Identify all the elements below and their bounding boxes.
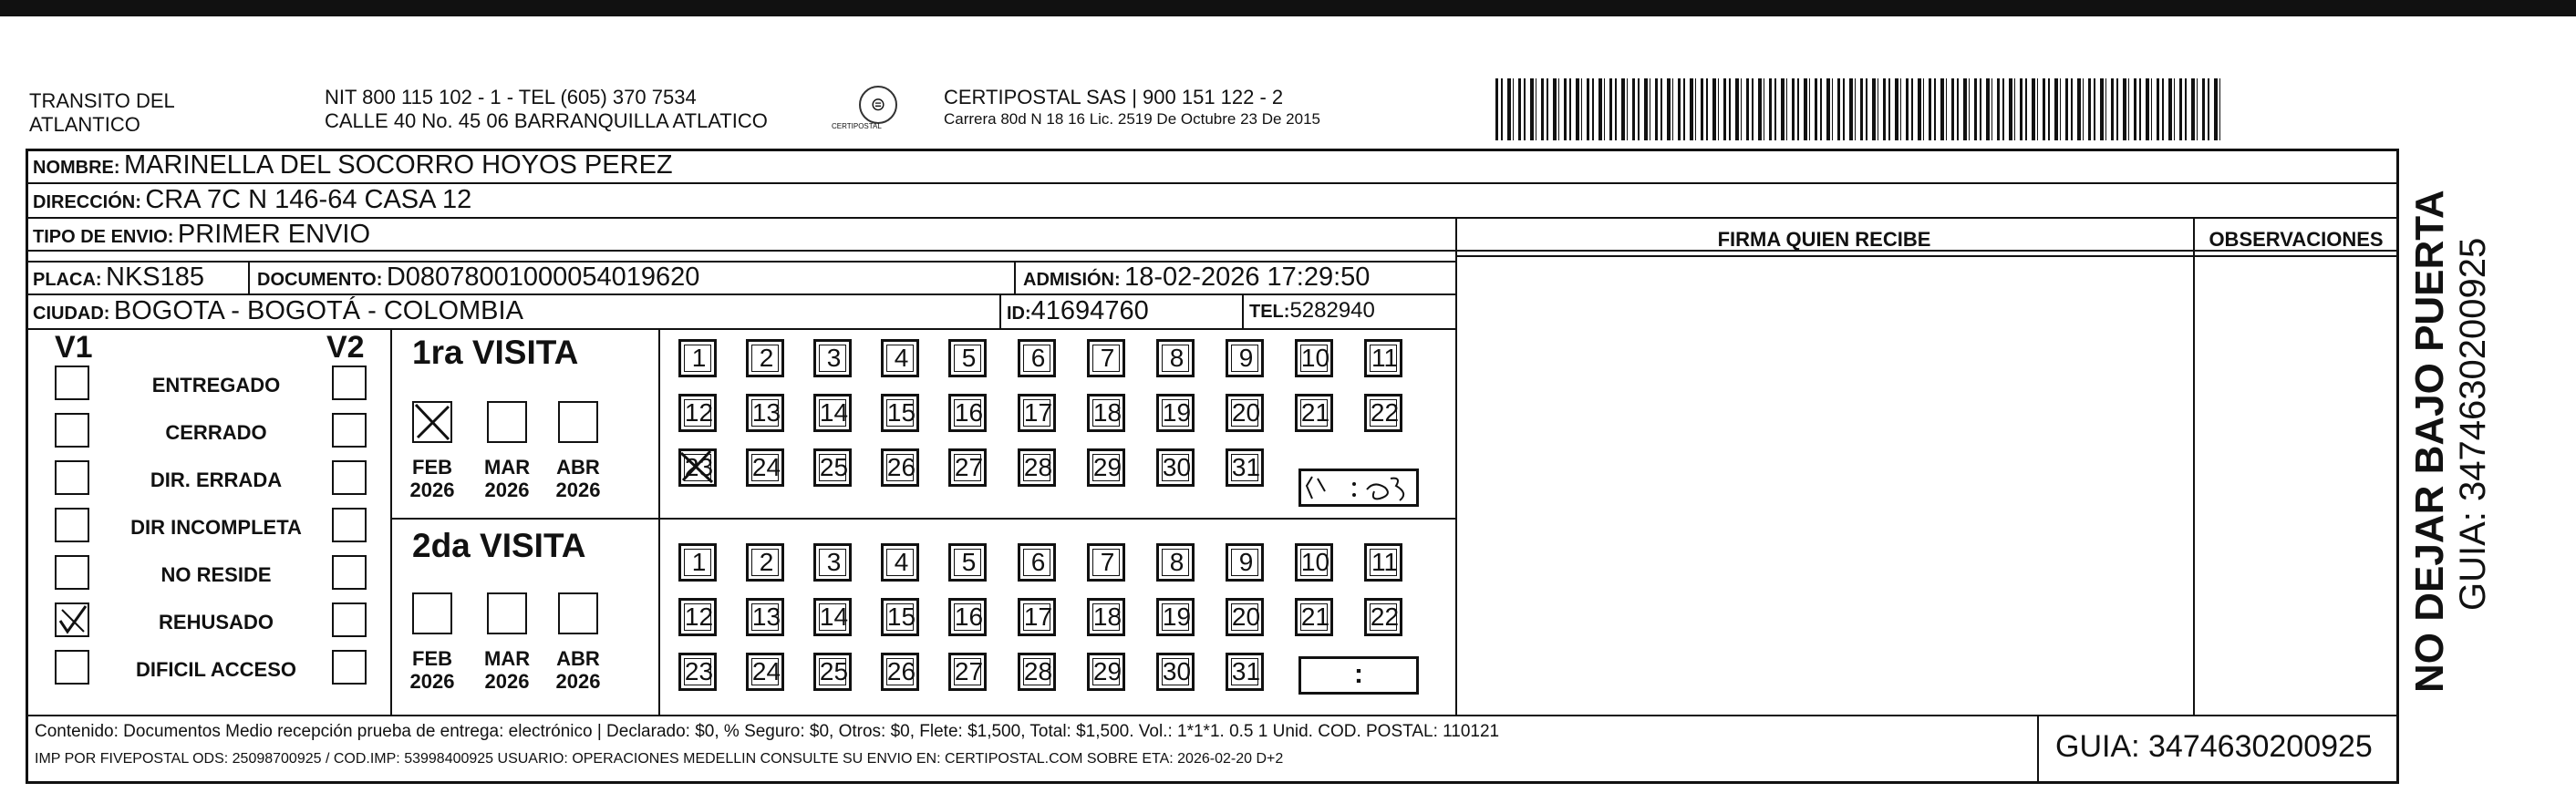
visit1-day-12[interactable]: 12 bbox=[678, 394, 717, 432]
visit2-month-mar-label bbox=[484, 647, 530, 693]
visit1-day-20[interactable]: 20 bbox=[1226, 394, 1264, 432]
shipping-type-row bbox=[33, 219, 370, 254]
tel-field bbox=[1249, 295, 1375, 329]
month-year: 2026 bbox=[555, 670, 601, 693]
signature-area[interactable] bbox=[1459, 257, 2191, 713]
v1-checkbox-no-reside[interactable] bbox=[55, 555, 89, 590]
visit1-day-21[interactable]: 21 bbox=[1295, 394, 1333, 432]
v1-checkbox-rehusado[interactable] bbox=[55, 602, 89, 637]
visit2-day-12[interactable]: 12 bbox=[678, 598, 717, 636]
visit2-day-6[interactable]: 6 bbox=[1018, 543, 1056, 582]
visit1-day-26[interactable]: 26 bbox=[881, 448, 919, 487]
id-label: ID: bbox=[1007, 304, 1031, 324]
month-year: 2026 bbox=[484, 670, 530, 693]
visit1-day-9[interactable]: 9 bbox=[1226, 339, 1264, 377]
status-label-dir-errada: DIR. ERRADA bbox=[150, 469, 283, 491]
visit2-day-3[interactable]: 3 bbox=[813, 543, 852, 582]
document-field bbox=[257, 262, 699, 297]
visit2-day-20[interactable]: 20 bbox=[1226, 598, 1264, 636]
cross-mark-icon bbox=[679, 449, 716, 486]
visit1-title: 1ra VISITA bbox=[412, 334, 579, 371]
visit2-day-2[interactable]: 2 bbox=[746, 543, 784, 582]
cross-mark-icon bbox=[414, 403, 450, 441]
visit1-day-6[interactable]: 6 bbox=[1018, 339, 1056, 377]
plate-value: NKS185 bbox=[106, 263, 205, 292]
v2-checkbox-cerrado[interactable] bbox=[332, 413, 367, 448]
barcode bbox=[1495, 78, 2220, 140]
status-label-dir-incompleta: DIR INCOMPLETA bbox=[130, 516, 302, 539]
observations-header: OBSERVACIONES bbox=[2209, 228, 2384, 251]
divider bbox=[1455, 217, 1457, 715]
handwritten-time-icon bbox=[1301, 471, 1416, 504]
divider bbox=[1014, 261, 1016, 294]
shipping-type-label: TIPO DE ENVIO: bbox=[33, 227, 174, 247]
v2-checkbox-rehusado[interactable] bbox=[332, 602, 367, 637]
visit2-day-10[interactable]: 10 bbox=[1295, 543, 1333, 582]
status-label-no-reside: NO RESIDE bbox=[160, 563, 272, 586]
issuer-name bbox=[29, 89, 175, 137]
visit1-day-27[interactable]: 27 bbox=[948, 448, 987, 487]
visit1-day-1[interactable]: 1 bbox=[678, 339, 717, 377]
visit1-day-29[interactable]: 29 bbox=[1087, 448, 1125, 487]
visit1-day-4[interactable]: 4 bbox=[881, 339, 919, 377]
id-field bbox=[1007, 295, 1149, 331]
name-row bbox=[33, 149, 673, 185]
admission-label: ADMISIÓN: bbox=[1023, 270, 1121, 290]
side-warning-title: NO DEJAR BAJO PUERTA bbox=[2407, 190, 2452, 693]
courier-line: CERTIPOSTAL SAS | 900 151 122 - 2 bbox=[944, 86, 1284, 108]
month-name: FEB bbox=[412, 456, 452, 479]
city-field bbox=[33, 295, 523, 331]
visit2-day-23[interactable]: 23 bbox=[678, 653, 717, 691]
month-year: 2026 bbox=[409, 670, 455, 693]
visit2-day-22[interactable]: 22 bbox=[1364, 598, 1402, 636]
visit2-day-9[interactable]: 9 bbox=[1226, 543, 1264, 582]
visit2-day-4[interactable]: 4 bbox=[881, 543, 919, 582]
month-name: ABR bbox=[556, 647, 600, 670]
visit2-day-5[interactable]: 5 bbox=[948, 543, 987, 582]
v2-checkbox-dificil-acceso[interactable] bbox=[332, 650, 367, 685]
visit2-day-13[interactable]: 13 bbox=[746, 598, 784, 636]
visit1-month-mar-label bbox=[484, 456, 530, 501]
certipostal-logo-icon: ⊜ bbox=[859, 86, 897, 124]
divider bbox=[1242, 294, 1244, 328]
month-name: ABR bbox=[556, 456, 600, 479]
divider bbox=[658, 328, 660, 715]
visit1-day-28[interactable]: 28 bbox=[1018, 448, 1056, 487]
v1-checkbox-dir-incompleta[interactable] bbox=[55, 508, 89, 542]
id-value: 41694760 bbox=[1030, 296, 1149, 325]
document-value: D08078001000054019620 bbox=[386, 263, 700, 292]
footer-guia-number: GUIA: 3474630200925 bbox=[2055, 729, 2373, 764]
visit2-day-1[interactable]: 1 bbox=[678, 543, 717, 582]
v2-label: V2 bbox=[326, 330, 365, 365]
issuer-line2: ATLANTICO bbox=[29, 113, 140, 136]
v2-checkbox-dir-errada[interactable] bbox=[332, 460, 367, 495]
visit2-day-15[interactable]: 15 bbox=[881, 598, 919, 636]
visit1-month-abr-label bbox=[555, 456, 601, 501]
visit1-day-15[interactable]: 15 bbox=[881, 394, 919, 432]
nit-line: NIT 800 115 102 - 1 - TEL (605) 370 7534 bbox=[325, 86, 697, 108]
footer-content-line: Contenido: Documentos Medio recepción prueba de entrega: electrónico | Declarado: $0, % Seguro: $0, Otros: $0, Flete: $1,500, Total: $1,500. Vol.: 1*1*1. 0.5 1 Unid. COD. POSTAL: 110121 bbox=[35, 722, 1500, 741]
admission-field bbox=[1023, 262, 1370, 297]
visit2-day-17[interactable]: 17 bbox=[1018, 598, 1056, 636]
month-name: FEB bbox=[412, 647, 452, 670]
visit2-day-31[interactable]: 31 bbox=[1226, 653, 1264, 691]
visit2-day-26[interactable]: 26 bbox=[881, 653, 919, 691]
visit1-day-22[interactable]: 22 bbox=[1364, 394, 1402, 432]
visit1-day-25[interactable]: 25 bbox=[813, 448, 852, 487]
issuer-contact bbox=[325, 86, 768, 133]
visit1-day-13[interactable]: 13 bbox=[746, 394, 784, 432]
shipping-type: PRIMER ENVIO bbox=[177, 220, 371, 249]
visit1-day-23[interactable]: 23 bbox=[678, 448, 717, 487]
tel-value: 5282940 bbox=[1289, 298, 1375, 323]
v1-checkbox-dificil-acceso[interactable] bbox=[55, 650, 89, 685]
city-label: CIUDAD: bbox=[33, 304, 110, 324]
visit1-day-8[interactable]: 8 bbox=[1156, 339, 1195, 377]
visit2-time-field[interactable]: : bbox=[1298, 656, 1419, 695]
v1-checkbox-dir-errada[interactable] bbox=[55, 460, 89, 495]
visit2-month-feb-checkbox[interactable] bbox=[412, 592, 452, 634]
visit2-day-7[interactable]: 7 bbox=[1087, 543, 1125, 582]
recipient-name: MARINELLA DEL SOCORRO HOYOS PEREZ bbox=[124, 150, 673, 180]
visit2-day-25[interactable]: 25 bbox=[813, 653, 852, 691]
rule bbox=[26, 715, 2399, 716]
v1-checkbox-cerrado[interactable] bbox=[55, 413, 89, 448]
courier-license: Carrera 80d N 18 16 Lic. 2519 De Octubre 23 De 2015 bbox=[944, 110, 1320, 128]
visit2-day-29[interactable]: 29 bbox=[1087, 653, 1125, 691]
side-guia-number: GUIA: 3474630200925 bbox=[2453, 237, 2493, 611]
divider bbox=[2037, 715, 2039, 784]
divider bbox=[999, 294, 1001, 328]
visit1-day-31[interactable]: 31 bbox=[1226, 448, 1264, 487]
status-label-entregado: ENTREGADO bbox=[151, 374, 281, 396]
visit1-month-mar-checkbox[interactable] bbox=[487, 401, 527, 443]
admission-value: 18-02-2026 17:29:50 bbox=[1124, 263, 1371, 292]
visit2-day-30[interactable]: 30 bbox=[1156, 653, 1195, 691]
visit2-day-16[interactable]: 16 bbox=[948, 598, 987, 636]
v2-checkbox-dir-incompleta[interactable] bbox=[332, 508, 367, 542]
visit2-month-abr-checkbox[interactable] bbox=[558, 592, 598, 634]
visit1-day-2[interactable]: 2 bbox=[746, 339, 784, 377]
visit1-day-5[interactable]: 5 bbox=[948, 339, 987, 377]
visit2-title: 2da VISITA bbox=[412, 527, 586, 564]
visit2-month-abr-label bbox=[555, 647, 601, 693]
visit1-day-19[interactable]: 19 bbox=[1156, 394, 1195, 432]
v2-checkbox-entregado[interactable] bbox=[332, 366, 367, 400]
plate-field bbox=[33, 262, 204, 297]
visit2-month-feb-label bbox=[409, 647, 455, 693]
divider bbox=[248, 261, 250, 294]
issuer-line1: TRANSITO DEL bbox=[29, 89, 175, 112]
month-year: 2026 bbox=[555, 479, 601, 501]
address-line: CALLE 40 No. 45 06 BARRANQUILLA ATLATICO bbox=[325, 109, 768, 132]
visit2-day-27[interactable]: 27 bbox=[948, 653, 987, 691]
visit1-day-24[interactable]: 24 bbox=[746, 448, 784, 487]
observations-area[interactable] bbox=[2197, 257, 2397, 713]
divider bbox=[2193, 217, 2195, 715]
visit1-month-feb-checkbox[interactable] bbox=[412, 401, 452, 443]
visit1-day-7[interactable]: 7 bbox=[1087, 339, 1125, 377]
visit1-day-18[interactable]: 18 bbox=[1087, 394, 1125, 432]
recipient-address: CRA 7C N 146-64 CASA 12 bbox=[145, 185, 472, 214]
visit2-day-14[interactable]: 14 bbox=[813, 598, 852, 636]
address-label: DIRECCIÓN: bbox=[33, 192, 141, 212]
courier-info bbox=[944, 86, 1320, 129]
v1-checkbox-entregado[interactable] bbox=[55, 366, 89, 400]
visit2-day-19[interactable]: 19 bbox=[1156, 598, 1195, 636]
month-year: 2026 bbox=[484, 479, 530, 501]
v2-checkbox-no-reside[interactable] bbox=[332, 555, 367, 590]
visit1-day-16[interactable]: 16 bbox=[948, 394, 987, 432]
visit1-day-11[interactable]: 11 bbox=[1364, 339, 1402, 377]
name-label: NOMBRE: bbox=[33, 158, 120, 178]
visit2-day-18[interactable]: 18 bbox=[1087, 598, 1125, 636]
divider bbox=[390, 328, 392, 715]
visit1-time-field[interactable] bbox=[1298, 469, 1419, 507]
footer-imp-line: IMP POR FIVEPOSTAL ODS: 25098700925 / COD.IMP: 53998400925 USUARIO: OPERACIONES MEDELLIN CONSULTE SU ENVIO EN: CERTIPOSTAL.COM SOBRE ETA: 2026-02-20 D+2 bbox=[35, 751, 1284, 767]
visit1-day-10[interactable]: 10 bbox=[1295, 339, 1333, 377]
visit1-month-feb-label bbox=[409, 456, 455, 501]
visit2-day-11[interactable]: 11 bbox=[1364, 543, 1402, 582]
visit2-month-mar-checkbox[interactable] bbox=[487, 592, 527, 634]
visit2-day-24[interactable]: 24 bbox=[746, 653, 784, 691]
address-row bbox=[33, 184, 471, 220]
month-name: MAR bbox=[484, 647, 531, 670]
v1-label: V1 bbox=[55, 330, 93, 365]
logo-text: CERTIPOSTAL bbox=[832, 122, 882, 130]
top-edge-bar bbox=[0, 0, 2576, 16]
status-label-dificil-acceso: DIFICIL ACCESO bbox=[135, 658, 296, 681]
check-mark-icon bbox=[57, 604, 88, 635]
visit1-day-3[interactable]: 3 bbox=[813, 339, 852, 377]
plate-label: PLACA: bbox=[33, 270, 102, 290]
visit2-day-8[interactable]: 8 bbox=[1156, 543, 1195, 582]
document-label: DOCUMENTO: bbox=[257, 270, 383, 290]
signature-header: FIRMA QUIEN RECIBE bbox=[1717, 228, 1931, 251]
rule bbox=[390, 518, 1455, 520]
status-label-rehusado: REHUSADO bbox=[159, 611, 274, 633]
tel-label: TEL: bbox=[1249, 302, 1290, 322]
visit1-month-abr-checkbox[interactable] bbox=[558, 401, 598, 443]
visit1-day-17[interactable]: 17 bbox=[1018, 394, 1056, 432]
month-year: 2026 bbox=[409, 479, 455, 501]
status-label-cerrado: CERRADO bbox=[165, 421, 267, 444]
month-name: MAR bbox=[484, 456, 531, 479]
visit2-day-28[interactable]: 28 bbox=[1018, 653, 1056, 691]
visit1-day-14[interactable]: 14 bbox=[813, 394, 852, 432]
visit2-day-21[interactable]: 21 bbox=[1295, 598, 1333, 636]
city-value: BOGOTA - BOGOTÁ - COLOMBIA bbox=[113, 296, 523, 325]
visit1-day-30[interactable]: 30 bbox=[1156, 448, 1195, 487]
